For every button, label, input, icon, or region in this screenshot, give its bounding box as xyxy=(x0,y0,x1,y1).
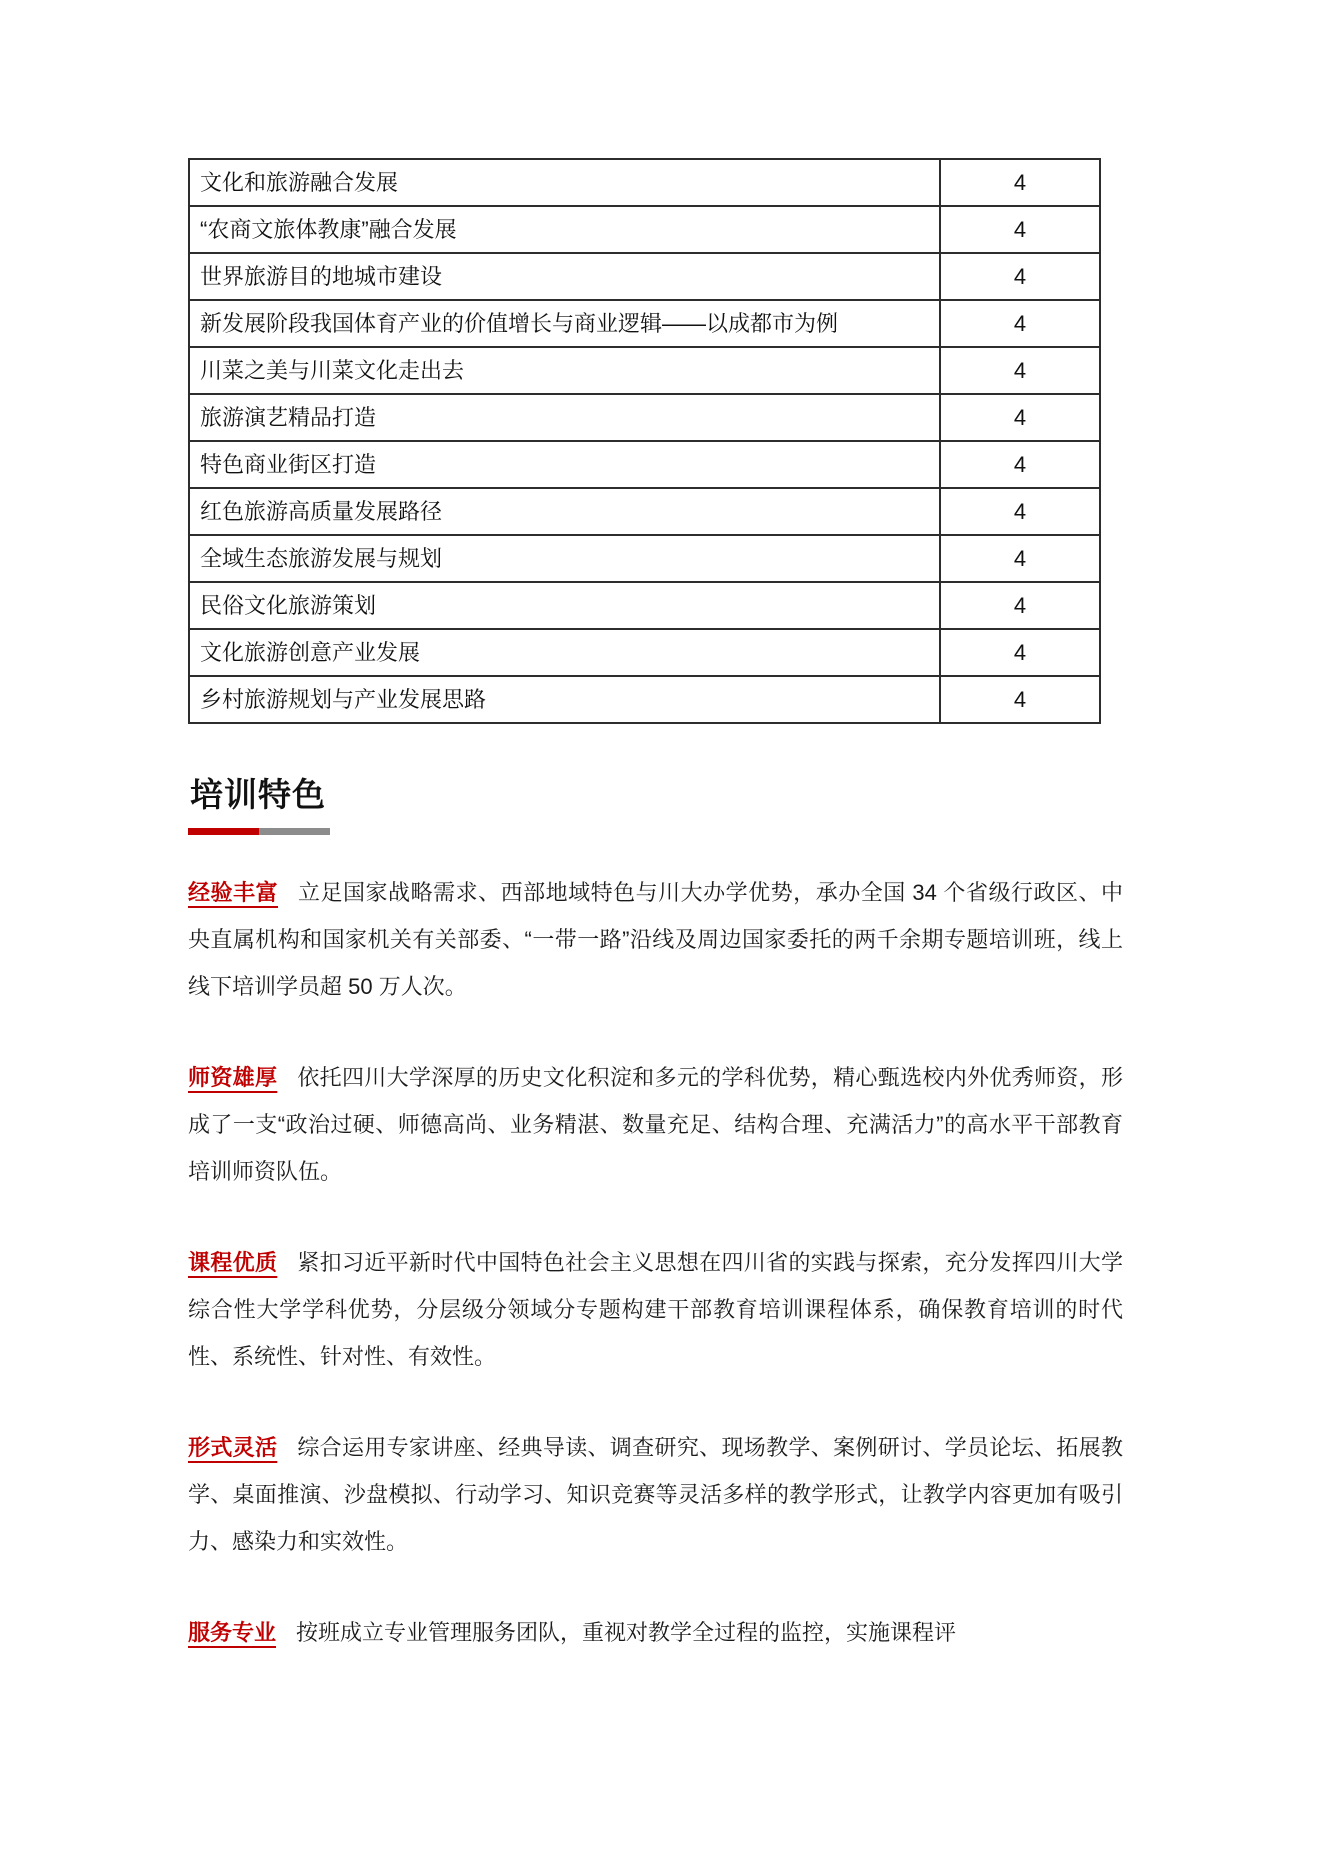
course-hours-cell: 4 xyxy=(940,206,1100,253)
feature-paragraph xyxy=(188,1239,1123,1380)
table-row xyxy=(189,253,1100,300)
course-name-cell: 民俗文化旅游策划 xyxy=(189,582,940,629)
feature-text: 按班成立专业管理服务团队，重视对教学全过程的监控，实施课程评 xyxy=(296,1620,957,1645)
course-hours-cell: 4 xyxy=(940,582,1100,629)
course-name-cell: 特色商业街区打造 xyxy=(189,441,940,488)
course-hours-cell: 4 xyxy=(940,253,1100,300)
table-row xyxy=(189,441,1100,488)
feature-label: 师资雄厚 xyxy=(188,1065,278,1090)
feature-text: 紧扣习近平新时代中国特色社会主义思想在四川省的实践与探索，充分发挥四川大学综合性大学学科优势，分层级分领域分专题构建干部教育培训课程体系，确保教育培训的时代性、系统性、针对性、有效性。 xyxy=(188,1250,1123,1369)
course-hours-cell: 4 xyxy=(940,347,1100,394)
course-hours-cell: 4 xyxy=(940,488,1100,535)
table-row xyxy=(189,582,1100,629)
course-hours-cell: 4 xyxy=(940,535,1100,582)
table-row xyxy=(189,676,1100,723)
features-list xyxy=(188,869,1123,1656)
course-table xyxy=(188,158,1101,724)
table-row xyxy=(189,159,1100,206)
feature-label: 形式灵活 xyxy=(188,1435,278,1460)
course-name-cell: 全域生态旅游发展与规划 xyxy=(189,535,940,582)
course-hours-cell: 4 xyxy=(940,300,1100,347)
course-name-cell: 川菜之美与川菜文化走出去 xyxy=(189,347,940,394)
course-hours-cell: 4 xyxy=(940,159,1100,206)
table-row xyxy=(189,488,1100,535)
course-name-cell: 乡村旅游规划与产业发展思路 xyxy=(189,676,940,723)
table-row xyxy=(189,347,1100,394)
table-row xyxy=(189,206,1100,253)
course-name-cell: 红色旅游高质量发展路径 xyxy=(189,488,940,535)
table-row xyxy=(189,629,1100,676)
feature-paragraph xyxy=(188,1424,1123,1565)
page-content xyxy=(188,158,1123,1656)
course-hours-cell: 4 xyxy=(940,394,1100,441)
course-name-cell: 新发展阶段我国体育产业的价值增长与商业逻辑——以成都市为例 xyxy=(189,300,940,347)
feature-text: 综合运用专家讲座、经典导读、调查研究、现场教学、案例研讨、学员论坛、拓展教学、桌面推演、沙盘模拟、行动学习、知识竞赛等灵活多样的教学形式，让教学内容更加有吸引力、感染力和实效性。 xyxy=(188,1435,1123,1554)
title-underline-red-segment xyxy=(188,828,259,835)
course-hours-cell: 4 xyxy=(940,441,1100,488)
course-name-cell: “农商文旅体教康”融合发展 xyxy=(189,206,940,253)
feature-label: 服务专业 xyxy=(188,1620,277,1645)
course-table-body xyxy=(189,159,1100,723)
course-hours-cell: 4 xyxy=(940,629,1100,676)
feature-paragraph xyxy=(188,869,1123,1010)
feature-paragraph xyxy=(188,1054,1123,1195)
course-name-cell: 文化旅游创意产业发展 xyxy=(189,629,940,676)
course-name-cell: 文化和旅游融合发展 xyxy=(189,159,940,206)
table-row xyxy=(189,394,1100,441)
table-row xyxy=(189,300,1100,347)
title-underline-gray-segment xyxy=(259,828,330,835)
feature-paragraph xyxy=(188,1609,1123,1656)
feature-label: 经验丰富 xyxy=(188,880,279,905)
course-hours-cell: 4 xyxy=(940,676,1100,723)
course-name-cell: 旅游演艺精品打造 xyxy=(189,394,940,441)
title-underline xyxy=(188,828,330,835)
section-title: 培训特色 xyxy=(190,776,326,813)
feature-text: 依托四川大学深厚的历史文化积淀和多元的学科优势，精心甄选校内外优秀师资，形成了一支“政治过硬、师德高尚、业务精湛、数量充足、结构合理、充满活力”的高水平干部教育培训师资队伍。 xyxy=(188,1065,1123,1184)
feature-label: 课程优质 xyxy=(188,1250,278,1275)
course-name-cell: 世界旅游目的地城市建设 xyxy=(189,253,940,300)
feature-text: 立足国家战略需求、西部地域特色与川大办学优势，承办全国 34 个省级行政区、中央直属机构和国家机关有关部委、“一带一路”沿线及周边国家委托的两千余期专题培训班，线上线下培训学员超 50 万人次。 xyxy=(188,880,1123,999)
table-row xyxy=(189,535,1100,582)
